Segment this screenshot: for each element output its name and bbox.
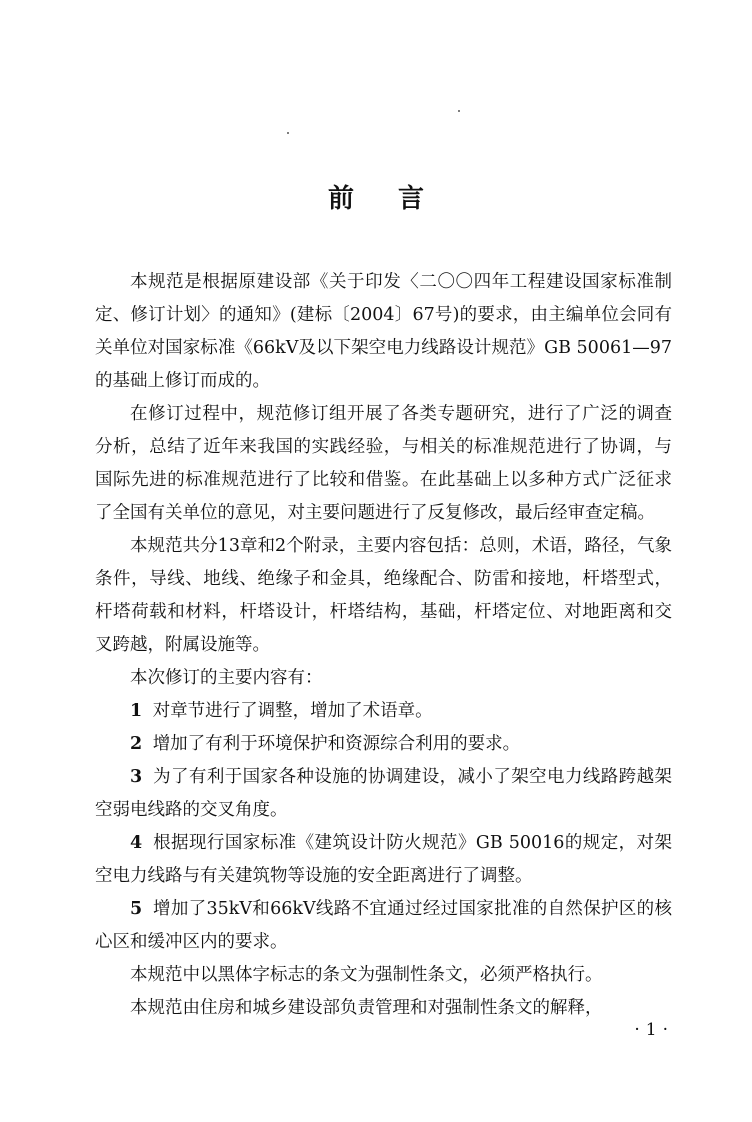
scan-speck: [458, 110, 460, 112]
list-item: [95, 893, 672, 959]
body-text: [95, 266, 672, 1025]
list-item-number: 5: [130, 899, 143, 919]
list-item-text: 根据现行国家标准《建筑设计防火规范》GB 50016的规定，对架空电力线路与有关建筑物等设施的安全距离进行了调整。: [95, 833, 672, 886]
list-item-text: 对章节进行了调整，增加了术语章。: [152, 701, 433, 721]
list-item: [95, 728, 672, 761]
paragraph: 本规范由住房和城乡建设部负责管理和对强制性条文的解释，: [130, 998, 603, 1018]
page-number: ·1·: [634, 1020, 674, 1040]
list-item-number: 2: [130, 734, 143, 754]
list-item: [95, 761, 672, 827]
paragraph: 本规范共分13章和2个附录，主要内容包括：总则，术语，路径，气象条件，导线、地线、绝缘子和金具，绝缘配合、防雷和接地，杆塔型式，杆塔荷载和材料，杆塔设计，杆塔结构，基础，杆塔定位、对地距离和交叉跨越，附属设施等。: [95, 536, 672, 655]
paragraph: 本规范是根据原建设部《关于印发〈二〇〇四年工程建设国家标准制定、修订计划〉的通知》(建标〔2004〕67号)的要求，由主编单位会同有关单位对国家标准《66kV及以下架空电力线路设计规范》GB 50061—97的基础上修订而成的。: [95, 272, 672, 391]
list-item-text: 为了有利于国家各种设施的协调建设，减小了架空电力线路跨越架空弱电线路的交叉角度。: [95, 767, 672, 820]
paragraph: 本规范中以黑体字标志的条文为强制性条文，必须严格执行。: [130, 965, 603, 985]
list-item-number: 4: [130, 833, 143, 853]
list-item: [95, 695, 672, 728]
paragraph: 本次修订的主要内容有：: [130, 668, 323, 688]
scan-speck: [287, 132, 289, 134]
list-item-number: 3: [130, 767, 143, 787]
page-title: 前言: [327, 184, 468, 214]
paragraph: 在修订过程中，规范修订组开展了各类专题研究，进行了广泛的调查分析，总结了近年来我国的实践经验，与相关的标准规范进行了协调，与国际先进的标准规范进行了比较和借鉴。在此基础上以多种方式广泛征求了全国有关单位的意见，对主要问题进行了反复修改，最后经审查定稿。: [95, 404, 672, 523]
list-item-text: 增加了有利于环境保护和资源综合利用的要求。: [152, 734, 521, 754]
list-item-number: 1: [130, 701, 143, 721]
list-item-text: 增加了35kV和66kV线路不宜通过经过国家批准的自然保护区的核心区和缓冲区内的要求。: [95, 899, 672, 952]
list-item: [95, 827, 672, 893]
